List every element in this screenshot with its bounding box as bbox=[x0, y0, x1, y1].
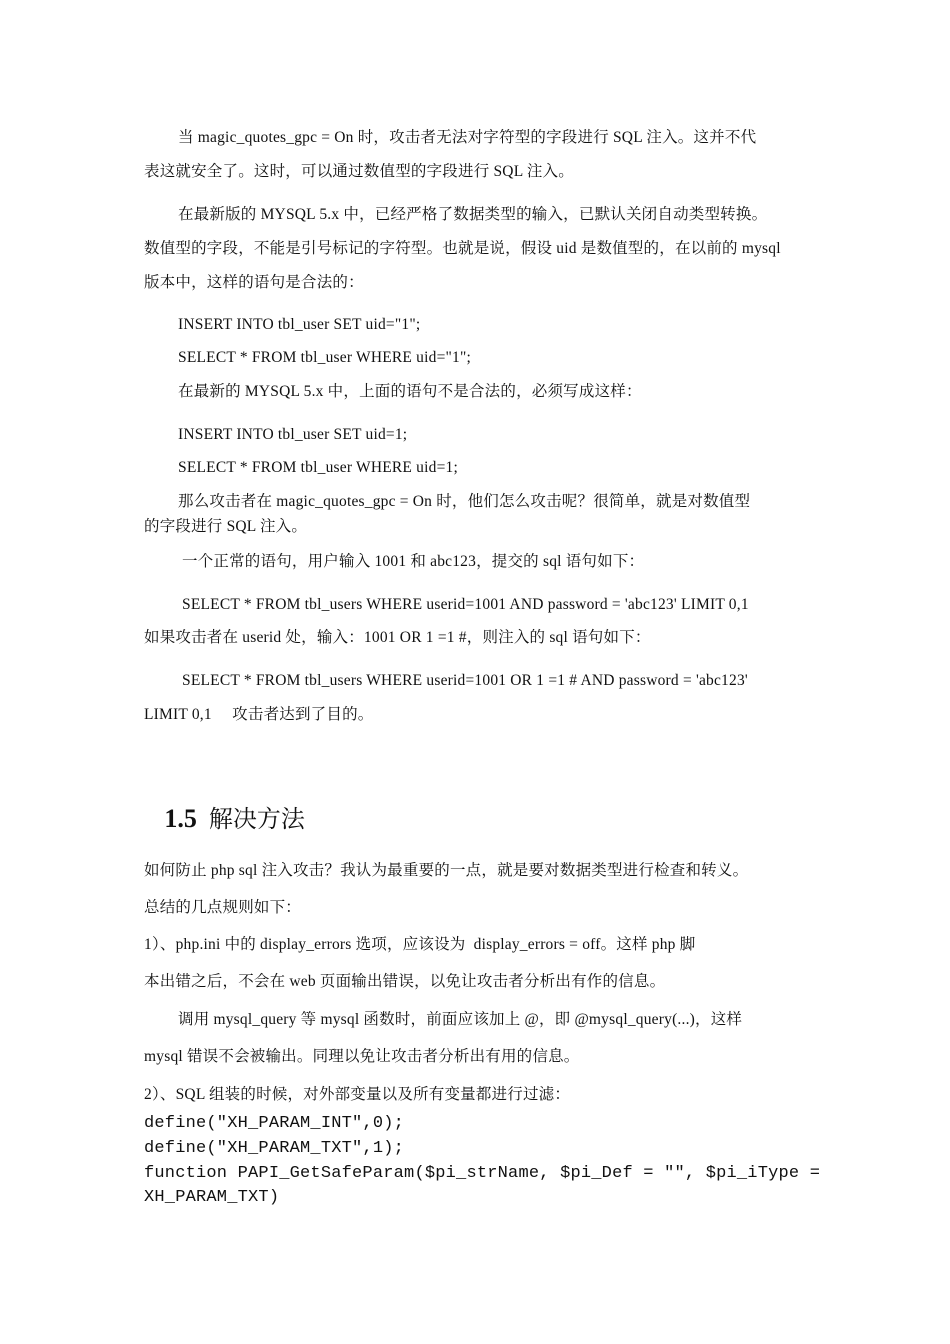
sql-example-line: INSERT INTO tbl_user SET uid=1; bbox=[178, 426, 408, 443]
section-number: 1.5 bbox=[164, 804, 197, 833]
sql-example-line: SELECT * FROM tbl_user WHERE uid="1"; bbox=[178, 349, 472, 366]
sql-example-line: SELECT * FROM tbl_users WHERE userid=1001 OR 1 =1 # AND password = 'abc123' bbox=[182, 672, 748, 689]
paragraph-line: 本出错之后，不会在 web 页面输出错误，以免让攻击者分析出有作的信息。 bbox=[144, 973, 666, 990]
paragraph-line: LIMIT 0,1 攻击者达到了目的。 bbox=[144, 706, 374, 723]
paragraph-line: 1）、php.ini 中的 display_errors 选项，应该设为 display_errors = off。这样 php 脚 bbox=[144, 936, 696, 953]
section-heading bbox=[144, 780, 305, 853]
code-line: XH_PARAM_TXT) bbox=[144, 1188, 280, 1207]
code-line: define("XH_PARAM_TXT",1); bbox=[144, 1139, 405, 1158]
paragraph-line: 在最新版的 MYSQL 5.x 中，已经严格了数据类型的输入，已默认关闭自动类型转换。 bbox=[178, 206, 768, 223]
paragraph-line: 在最新的 MYSQL 5.x 中，上面的语句不是合法的，必须写成这样： bbox=[178, 383, 642, 400]
sql-example-line: SELECT * FROM tbl_users WHERE userid=1001 AND password = 'abc123' LIMIT 0,1 bbox=[182, 596, 749, 613]
paragraph-line: mysql 错误不会被输出。同理以免让攻击者分析出有用的信息。 bbox=[144, 1048, 580, 1065]
paragraph-line: 如果攻击者在 userid 处，输入：1001 OR 1 =1 #，则注入的 sql 语句如下： bbox=[144, 629, 651, 646]
paragraph-line: 版本中，这样的语句是合法的： bbox=[144, 274, 364, 291]
paragraph-line: 2）、SQL 组装的时候，对外部变量以及所有变量都进行过滤： bbox=[144, 1086, 571, 1103]
paragraph-line: 数值型的字段，不能是引号标记的字符型。也就是说，假设 uid 是数值型的，在以前的 mysql bbox=[144, 240, 781, 257]
sql-example-line: INSERT INTO tbl_user SET uid="1"; bbox=[178, 316, 421, 333]
paragraph-line: 调用 mysql_query 等 mysql 函数时，前面应该加上 @，即 @mysql_query(...)，这样 bbox=[178, 1011, 743, 1028]
paragraph-line: 那么攻击者在 magic_quotes_gpc = On 时，他们怎么攻击呢？很简单，就是对数值型 bbox=[178, 493, 751, 510]
code-line: define("XH_PARAM_INT",0); bbox=[144, 1114, 405, 1133]
paragraph-line: 总结的几点规则如下： bbox=[144, 899, 302, 916]
paragraph-line: 表这就安全了。这时，可以通过数值型的字段进行 SQL 注入。 bbox=[144, 163, 574, 180]
code-line: function PAPI_GetSafeParam($pi_strName, $pi_Def = "", $pi_iType = bbox=[144, 1164, 821, 1183]
paragraph-line: 如何防止 php sql 注入攻击？我认为最重要的一点，就是要对数据类型进行检查和转义。 bbox=[144, 862, 749, 879]
section-title: 解决方法 bbox=[208, 805, 305, 833]
paragraph-line: 当 magic_quotes_gpc = On 时，攻击者无法对字符型的字段进行 SQL 注入。这并不代 bbox=[178, 129, 757, 146]
sql-example-line: SELECT * FROM tbl_user WHERE uid=1; bbox=[178, 459, 458, 476]
paragraph-line: 的字段进行 SQL 注入。 bbox=[144, 518, 308, 535]
paragraph-line: 一个正常的语句，用户输入 1001 和 abc123，提交的 sql 语句如下： bbox=[182, 553, 645, 570]
